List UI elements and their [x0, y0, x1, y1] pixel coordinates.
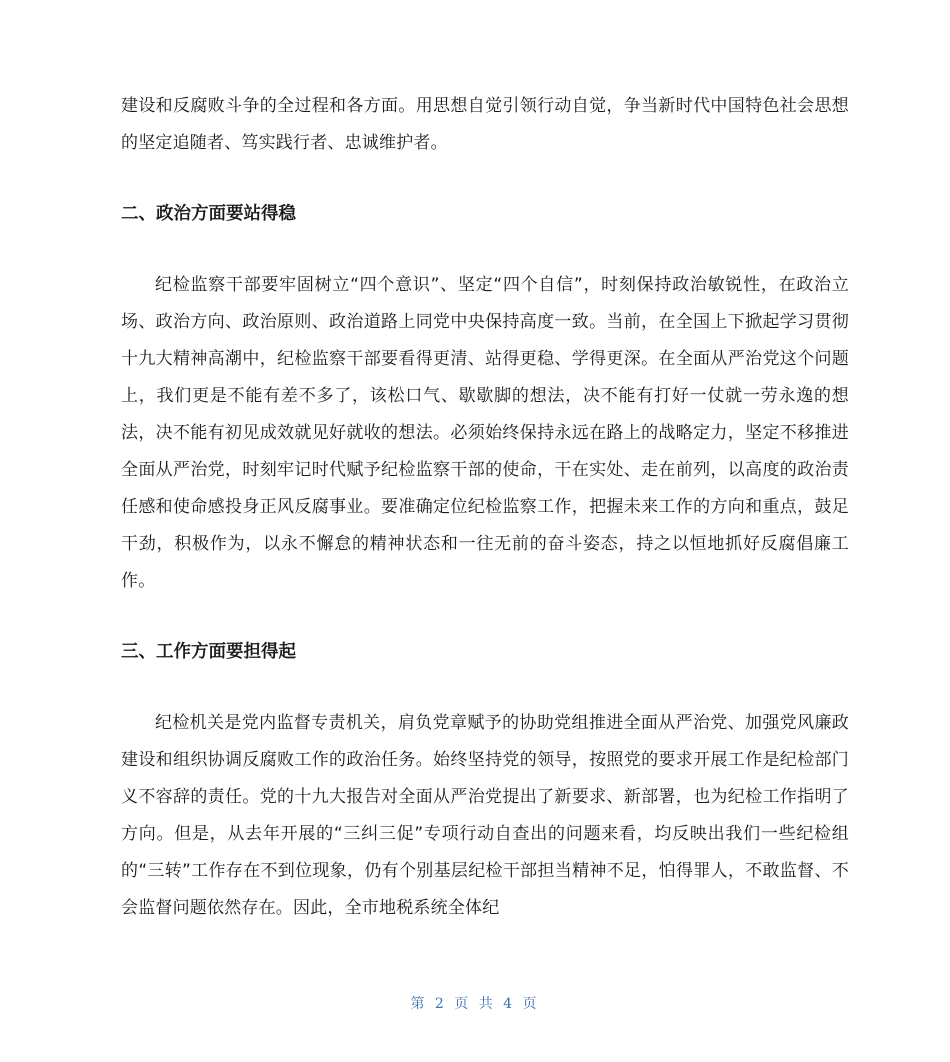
section-heading-political: 二、政治方面要站得稳: [121, 204, 296, 224]
document-body: [121, 88, 849, 927]
spacer: [121, 600, 849, 634]
spacer: [121, 671, 849, 705]
spacer: [121, 162, 849, 196]
section-paragraph-political: 纪检监察干部要牢固树立“四个意识”、坚定“四个自信”，时刻保持政治敏锐性，在政治立场、政治方向、政治原则、政治道路上同党中央保持高度一致。当前，在全国上下掀起学习贯彻十九大精神高潮中，纪检监察干部要看得更清、站得更稳、学得更深。在全面从严治党这个问题上，我们更是不能有差不多了，该松口气、歇歇脚的想法，决不能有打好一仗就一劳永逸的想法，决不能有初见成效就见好就收的想法。必须始终保持永远在路上的战略定力，坚定不移推进全面从严治党，时刻牢记时代赋予纪检监察干部的使命，干在实处、走在前列，以高度的政治责任感和使命感投身正风反腐事业。要准确定位纪检监察工作，把握未来工作的方向和重点，鼓足干劲，积极作为，以永不懈怠的精神状态和一往无前的奋斗姿态，持之以恒地抓好反腐倡廉工作。: [121, 275, 849, 591]
section-paragraph-work: 纪检机关是党内监督专责机关，肩负党章赋予的协助党组推进全面从严治党、加强党风廉政建设和组织协调反腐败工作的政治任务。始终坚持党的领导，按照党的要求开展工作是纪检部门义不容辞的责任。党的十九大报告对全面从严治党提出了新要求、新部署，也为纪检工作指明了方向。但是，从去年开展的“三纠三促”专项行动自查出的问题来看，均反映出我们一些纪检组的“三转”工作存在不到位现象，仍有个别基层纪检干部担当精神不足，怕得罪人，不敢监督、不会监督问题依然存在。因此，全市地税系统全体纪: [121, 713, 849, 918]
page-number-footer: 第 2 页 共 4 页: [410, 996, 540, 1012]
spacer: [121, 233, 849, 267]
intro-paragraph: 建设和反腐败斗争的全过程和各方面。用思想自觉引领行动自觉，争当新时代中国特色社会思想的坚定追随者、笃实践行者、忠诚维护者。: [121, 96, 849, 153]
section-heading-work: 三、工作方面要担得起: [121, 642, 296, 662]
